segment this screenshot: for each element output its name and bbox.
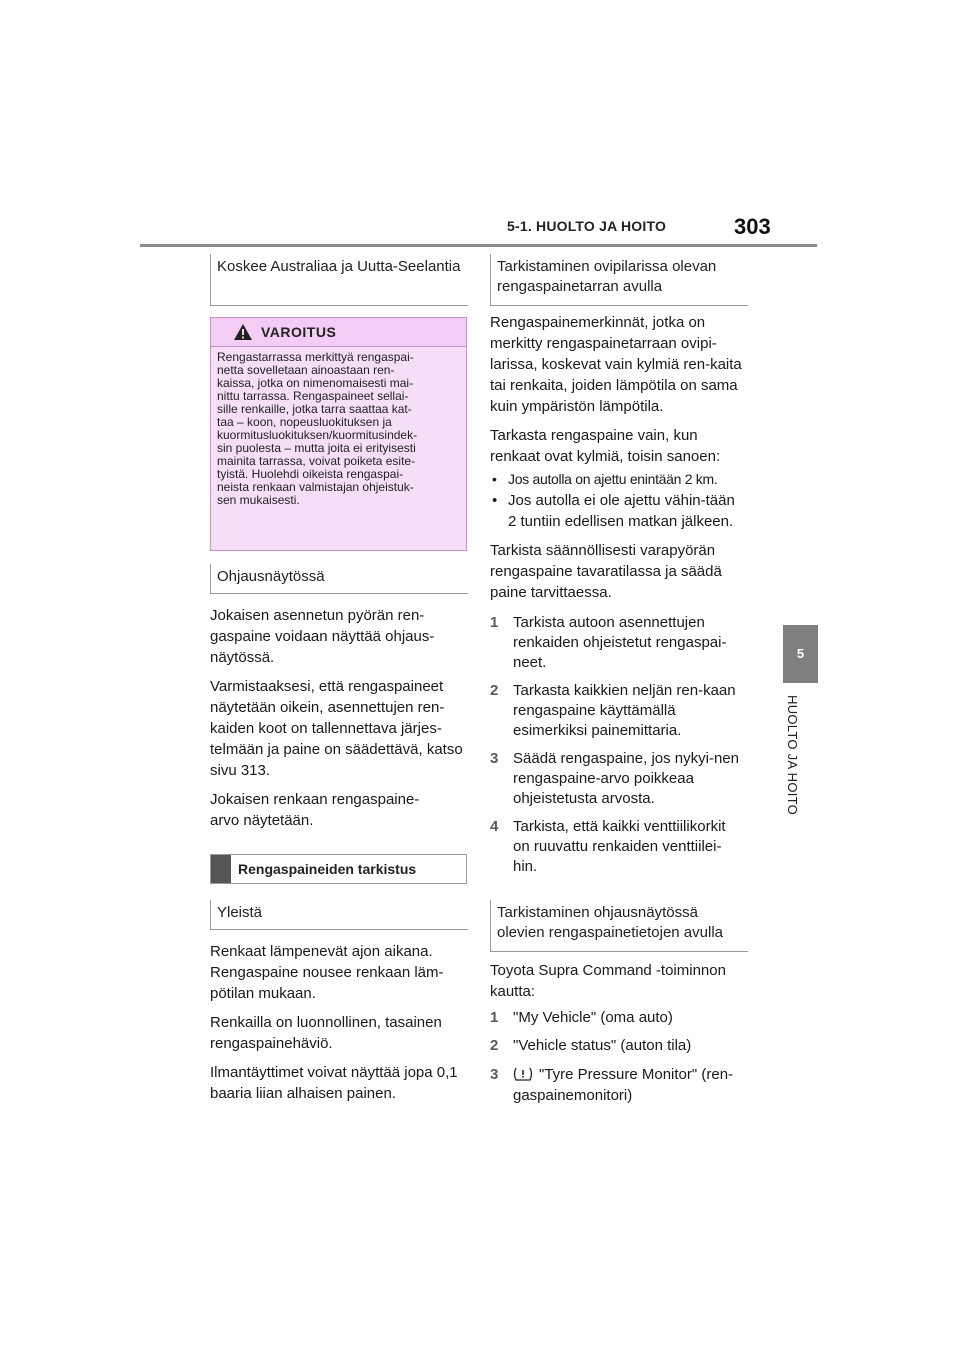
paragraph: Toyota Supra Command -toiminnon kautta: — [490, 962, 726, 1000]
section-title: Rengaspaineiden tarkistus — [238, 861, 417, 877]
page-number: 303 — [734, 214, 771, 239]
steps-list — [490, 613, 748, 877]
steps-list-2 — [490, 1008, 748, 1106]
list-item: 1 "My Vehicle" (oma auto) — [490, 1009, 673, 1026]
paragraph: Tarkista säännöllisesti varapyörän rengaspaine tavaratilassa ja säädä paine tarvittaessa. — [490, 542, 722, 601]
paragraph: Jokaisen renkaan rengaspaine-arvo näytetään. — [210, 791, 420, 829]
right-subheading-doorpillar: Tarkistaminen ovipilarissa olevan rengaspainetarran avulla — [490, 254, 748, 306]
section-title-bar — [210, 854, 467, 884]
list-item: 2 Tarkasta kaikkien neljän ren-kaan rengaspaine käyttämällä esimerkiksi painemittaria. — [490, 682, 736, 739]
paragraph: Tarkasta rengaspaine vain, kun renkaat ovat kylmiä, toisin sanoen: — [490, 427, 721, 465]
paragraph: Renkailla on luonnollinen, tasainen rengaspainehäviö. — [210, 1014, 442, 1052]
warning-triangle-icon — [233, 323, 253, 341]
list-item: 2 "Vehicle status" (auton tila) — [490, 1037, 692, 1054]
left-subheading-australia: Koskee Australiaa ja Uutta-Seelantia — [210, 254, 468, 306]
list-item: 1 Tarkista autoon asennettujen renkaiden ohjeistetut rengaspai-neet. — [490, 614, 727, 671]
paragraph: Varmistaaksesi, että rengaspaineet näytetään oikein, asennettujen ren-kaiden koot on tallennettava järjes-telmään ja paine on säädettävä, katso sivu 313. — [210, 678, 463, 779]
left-paragraphs-top — [210, 605, 468, 831]
paragraph: Rengaspainemerkinnät, jotka on merkitty rengaspainetarraan ovipi-larissa, koskevat vain kylmiä ren-kaita tai renkaita, joiden lämpötila on sama kuin ympäristön lämpötila. — [490, 314, 742, 415]
right-subheading-display: Tarkistaminen ohjausnäytössä olevien rengaspainetietojen avulla — [490, 900, 748, 952]
right-bottom-text — [490, 960, 748, 1106]
right-main-text — [490, 312, 748, 877]
left-paragraphs-bottom — [210, 941, 468, 1104]
paragraph: Jokaisen asennetun pyörän ren-gaspaine voidaan näyttää ohjaus-näytössä. — [210, 607, 435, 666]
paragraph: Ilmantäyttimet voivat näyttää jopa 0,1 baaria liian alhaisen painen. — [210, 1064, 458, 1102]
paragraph: Renkaat lämpenevät ajon aikana. Rengaspaine nousee renkaan läm-pötilan mukaan. — [210, 943, 444, 1002]
bullet-list — [490, 469, 748, 532]
chapter-tab-label: HUOLTO JA HOITO — [785, 695, 800, 816]
running-header: 5-1. HUOLTO JA HOITO — [507, 218, 667, 234]
list-item: • Jos autolla on ajettu enintään 2 km. — [490, 469, 748, 490]
left-subheading-general: Yleistä — [210, 900, 468, 930]
list-item: 3 "Tyre Pressure Monitor" (ren-gaspainemonitori) — [490, 1066, 734, 1104]
list-item: • Jos autolla ei ole ajettu vähin-tään 2 tuntiin edellisen matkan jälkeen. — [490, 490, 738, 532]
warning-box — [210, 317, 467, 551]
list-item: 4 Tarkista, että kaikki venttiilikorkit on ruuvattu renkaiden venttiilei-hin. — [490, 818, 726, 875]
warning-text: Rengastarrassa merkittyä rengaspai- netta sovelletaan ainoastaan ren- kaissa, jotka on nimenomaisesti mai- nittu tarrassa. Rengaspaineet sellai- sille renkaille, jotka tarra saattaa kat- taa – koon, nopeusluokituksen ja kuormitusluokituksen/kuormitusindek- sin puolesta – mutta joita ei erityisesti mainita tarrassa, voivat poiketa esite- tyistä. Huolehdi oikeista rengaspai- neista renkaan valmistajan ohjeistuk- sen mukaisesti. — [217, 350, 418, 507]
warning-title: VAROITUS — [261, 324, 337, 340]
header-rule — [140, 244, 817, 247]
chapter-tab-number: 5 — [783, 625, 818, 683]
list-item: 3 Säädä rengaspaine, jos nykyi-nen rengaspaine-arvo poikkeaa ohjeistetusta arvosta. — [490, 750, 739, 807]
tyre-pressure-icon — [513, 1066, 533, 1082]
left-subheading-display: Ohjausnäytössä — [210, 564, 468, 594]
